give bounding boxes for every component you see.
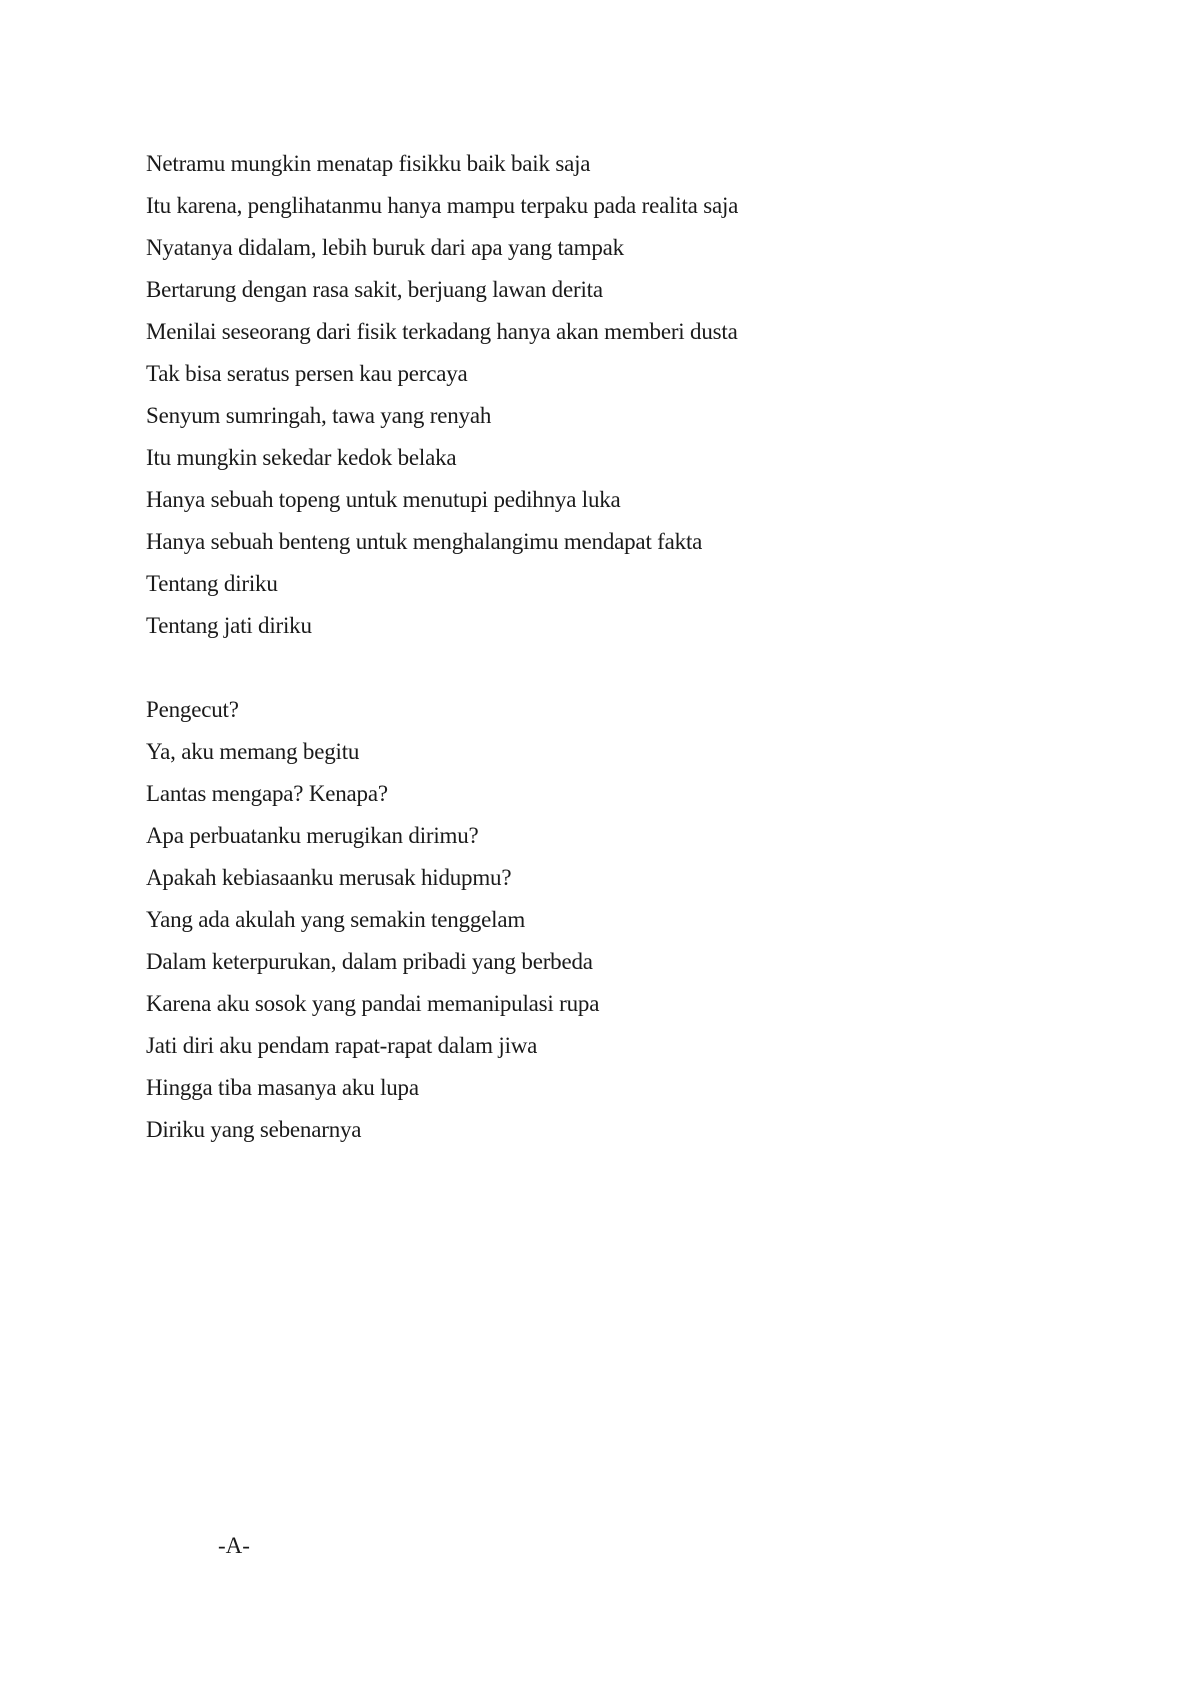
stanza-2 [146, 689, 1046, 1151]
poem-line: Apa perbuatanku merugikan dirimu? [146, 823, 479, 848]
poem-line: Tak bisa seratus persen kau percaya [146, 361, 468, 386]
poem-line: Karena aku sosok yang pandai memanipulasi rupa [146, 991, 600, 1016]
poem-line: Itu mungkin sekedar kedok belaka [146, 445, 457, 470]
poem-line: Pengecut? [146, 697, 239, 722]
poem-line: Hanya sebuah topeng untuk menutupi pedihnya luka [146, 487, 621, 512]
poem-line: Bertarung dengan rasa sakit, berjuang lawan derita [146, 277, 603, 302]
poem-line: Jati diri aku pendam rapat-rapat dalam jiwa [146, 1033, 538, 1058]
poem-line: Nyatanya didalam, lebih buruk dari apa yang tampak [146, 235, 624, 260]
poem-line: Diriku yang sebenarnya [146, 1117, 362, 1142]
poem-line: Tentang jati diriku [146, 613, 312, 638]
poem-line: Hingga tiba masanya aku lupa [146, 1075, 419, 1100]
poem-line: Hanya sebuah benteng untuk menghalangimu mendapat fakta [146, 529, 703, 554]
poem-line: Yang ada akulah yang semakin tenggelam [146, 907, 526, 932]
stanza-1 [146, 143, 1046, 647]
poem-line: Netramu mungkin menatap fisikku baik baik saja [146, 151, 591, 176]
poem-line: Dalam keterpurukan, dalam pribadi yang berbeda [146, 949, 593, 974]
poem-line: Ya, aku memang begitu [146, 739, 360, 764]
poem-line: Senyum sumringah, tawa yang renyah [146, 403, 492, 428]
author-signature: -A- [218, 1533, 250, 1558]
poem [146, 143, 1046, 1151]
poem-line: Apakah kebiasaanku merusak hidupmu? [146, 865, 512, 890]
poem-line: Itu karena, penglihatanmu hanya mampu terpaku pada realita saja [146, 193, 739, 218]
poem-line: Tentang diriku [146, 571, 278, 596]
poem-line: Lantas mengapa? Kenapa? [146, 781, 388, 806]
poem-line: Menilai seseorang dari fisik terkadang hanya akan memberi dusta [146, 319, 738, 344]
